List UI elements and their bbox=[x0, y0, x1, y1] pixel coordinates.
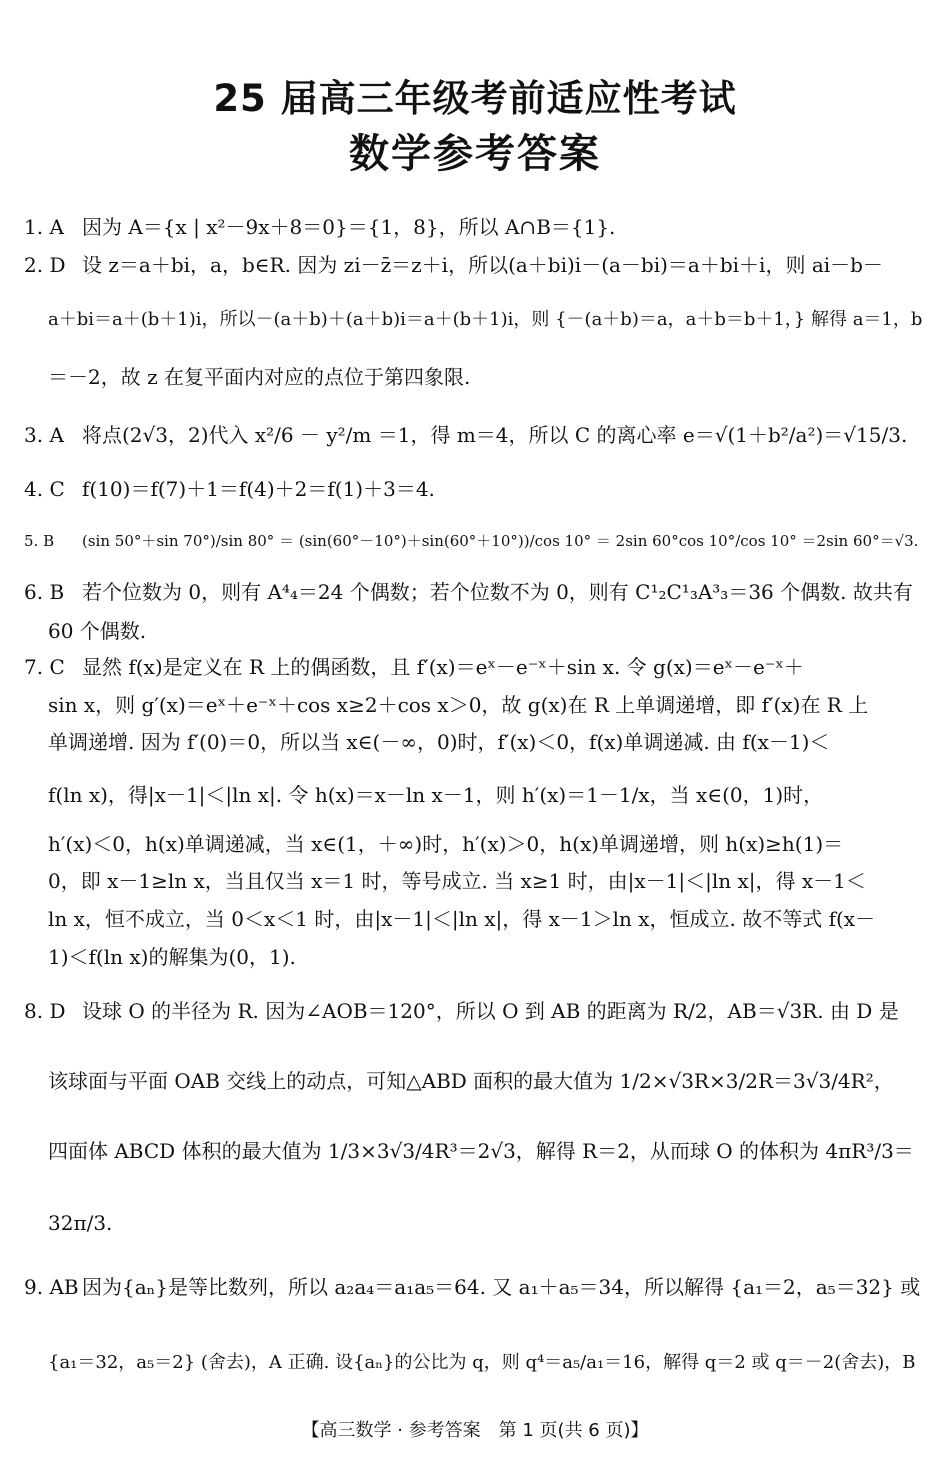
answer-7 bbox=[24, 652, 932, 682]
answer-text: (sin 50°＋sin 70°)/sin 80° ＝ (sin(60°－10°)＋sin(60°＋10°))/cos 10° ＝ 2sin 60°cos 10°/cos 10° ＝2sin 60°＝√3. bbox=[82, 532, 919, 550]
answer-5 bbox=[24, 526, 932, 556]
answer-text: sin x，则 g′(x)＝eˣ＋e⁻ˣ＋cos x≥2＋cos x＞0，故 g(x)在 R 上单调递增，即 f′(x)在 R 上 bbox=[48, 693, 869, 717]
answer-number: 9. AB bbox=[24, 1275, 79, 1299]
answer-number: 8. D bbox=[24, 999, 66, 1023]
answer-text: 因为{aₙ}是等比数列，所以 a₂a₄＝a₁a₅＝64. 又 a₁＋a₅＝34，所以解得 {a₁＝2，a₅＝32} 或 bbox=[82, 1275, 921, 1299]
answer-text: 将点(2√3，2)代入 x²/6 － y²/m ＝1，得 m＝4，所以 C 的离心率 e＝√(1＋b²/a²)＝√15/3. bbox=[82, 423, 908, 447]
answer-text: {a₁＝32，a₅＝2} (舍去)，A 正确. 设{aₙ}的公比为 q，则 q⁴＝a₅/a₁＝16，解得 q＝2 或 q＝－2(舍去)，B bbox=[48, 1352, 916, 1373]
answer-text: ＝－2，故 z 在复平面内对应的点位于第四象限. bbox=[48, 365, 471, 389]
answer-number: 1. A bbox=[24, 215, 64, 239]
answer-text: f(ln x)，得|x－1|＜|ln x|. 令 h(x)＝x－ln x－1，则 h′(x)＝1－1/x，当 x∈(0，1)时， bbox=[48, 783, 824, 807]
page-title: 25 届高三年级考前适应性考试 bbox=[213, 77, 737, 120]
answer-text: 0，即 x－1≥ln x，当且仅当 x＝1 时，等号成立. 当 x≥1 时，由|x－1|＜|ln x|，得 x－1＜ bbox=[48, 869, 866, 893]
answer-2 bbox=[24, 250, 932, 280]
answer-number: 5. B bbox=[24, 532, 55, 550]
answer-number: 6. B bbox=[24, 580, 65, 604]
answer-text: 显然 f(x)是定义在 R 上的偶函数，且 f′(x)＝eˣ－e⁻ˣ＋sin x. 令 g(x)＝eˣ－e⁻ˣ＋ bbox=[82, 655, 804, 679]
answer-4 bbox=[24, 474, 932, 504]
answer-text: ln x，恒不成立，当 0＜x＜1 时，由|x－1|＜|ln x|，得 x－1＞ln x，恒成立. 故不等式 f(x－ bbox=[48, 907, 876, 931]
answer-9 bbox=[24, 1272, 932, 1302]
page-footer: 【高三数学 · 参考答案 第 1 页(共 6 页)】 bbox=[301, 1420, 649, 1441]
answer-text: 1)＜f(ln x)的解集为(0，1). bbox=[48, 945, 296, 969]
answer-text: 设球 O 的半径为 R. 因为∠AOB＝120°，所以 O 到 AB 的距离为 R/2，AB＝√3R. 由 D 是 bbox=[82, 999, 899, 1023]
answer-text: 单调递增. 因为 f′(0)＝0，所以当 x∈(－∞，0)时，f′(x)＜0，f(x)单调递减. 由 f(x－1)＜ bbox=[48, 730, 830, 754]
answer-text: 该球面与平面 OAB 交线上的动点，可知△ABD 面积的最大值为 1/2×√3R×3/2R＝3√3/4R²， bbox=[48, 1069, 894, 1093]
answer-number: 2. D bbox=[24, 253, 66, 277]
answer-text: 设 z＝a＋bi，a，b∈R. 因为 zi－z̄＝z＋i，所以(a＋bi)i－(a－bi)＝a＋bi＋i，则 ai－b－ bbox=[82, 253, 883, 277]
answer-text: h′(x)＜0，h(x)单调递减，当 x∈(1，＋∞)时，h′(x)＞0，h(x)单调递增，则 h(x)≥h(1)＝ bbox=[48, 832, 844, 856]
answer-number: 3. A bbox=[24, 423, 64, 447]
answer-text: 60 个偶数. bbox=[48, 619, 147, 643]
answer-number: 7. C bbox=[24, 655, 65, 679]
answer-text: 32π/3. bbox=[48, 1211, 113, 1235]
answer-1 bbox=[24, 212, 932, 242]
answer-text: a＋bi＝a＋(b＋1)i，所以－(a＋b)＋(a＋b)i＝a＋(b＋1)i，则 {－(a＋b)＝a，a＋b＝b＋1，} 解得 a＝1，b bbox=[48, 309, 923, 330]
answer-3 bbox=[24, 420, 932, 450]
page-subtitle: 数学参考答案 bbox=[349, 131, 601, 177]
answer-text: 若个位数为 0，则有 A⁴₄＝24 个偶数；若个位数不为 0，则有 C¹₂C¹₃A³₃＝36 个偶数. 故共有 bbox=[82, 580, 913, 604]
answer-text: f(10)＝f(7)＋1＝f(4)＋2＝f(1)＋3＝4. bbox=[82, 477, 435, 501]
answer-number: 4. C bbox=[24, 477, 65, 501]
answer-8 bbox=[24, 996, 932, 1026]
answer-6 bbox=[24, 577, 932, 607]
answer-text: 因为 A＝{x | x²－9x＋8＝0}＝{1，8}，所以 A∩B＝{1}. bbox=[82, 215, 616, 239]
answer-text: 四面体 ABCD 体积的最大值为 1/3×3√3/4R³＝2√3，解得 R＝2，从而球 O 的体积为 4πR³/3＝ bbox=[48, 1139, 914, 1163]
